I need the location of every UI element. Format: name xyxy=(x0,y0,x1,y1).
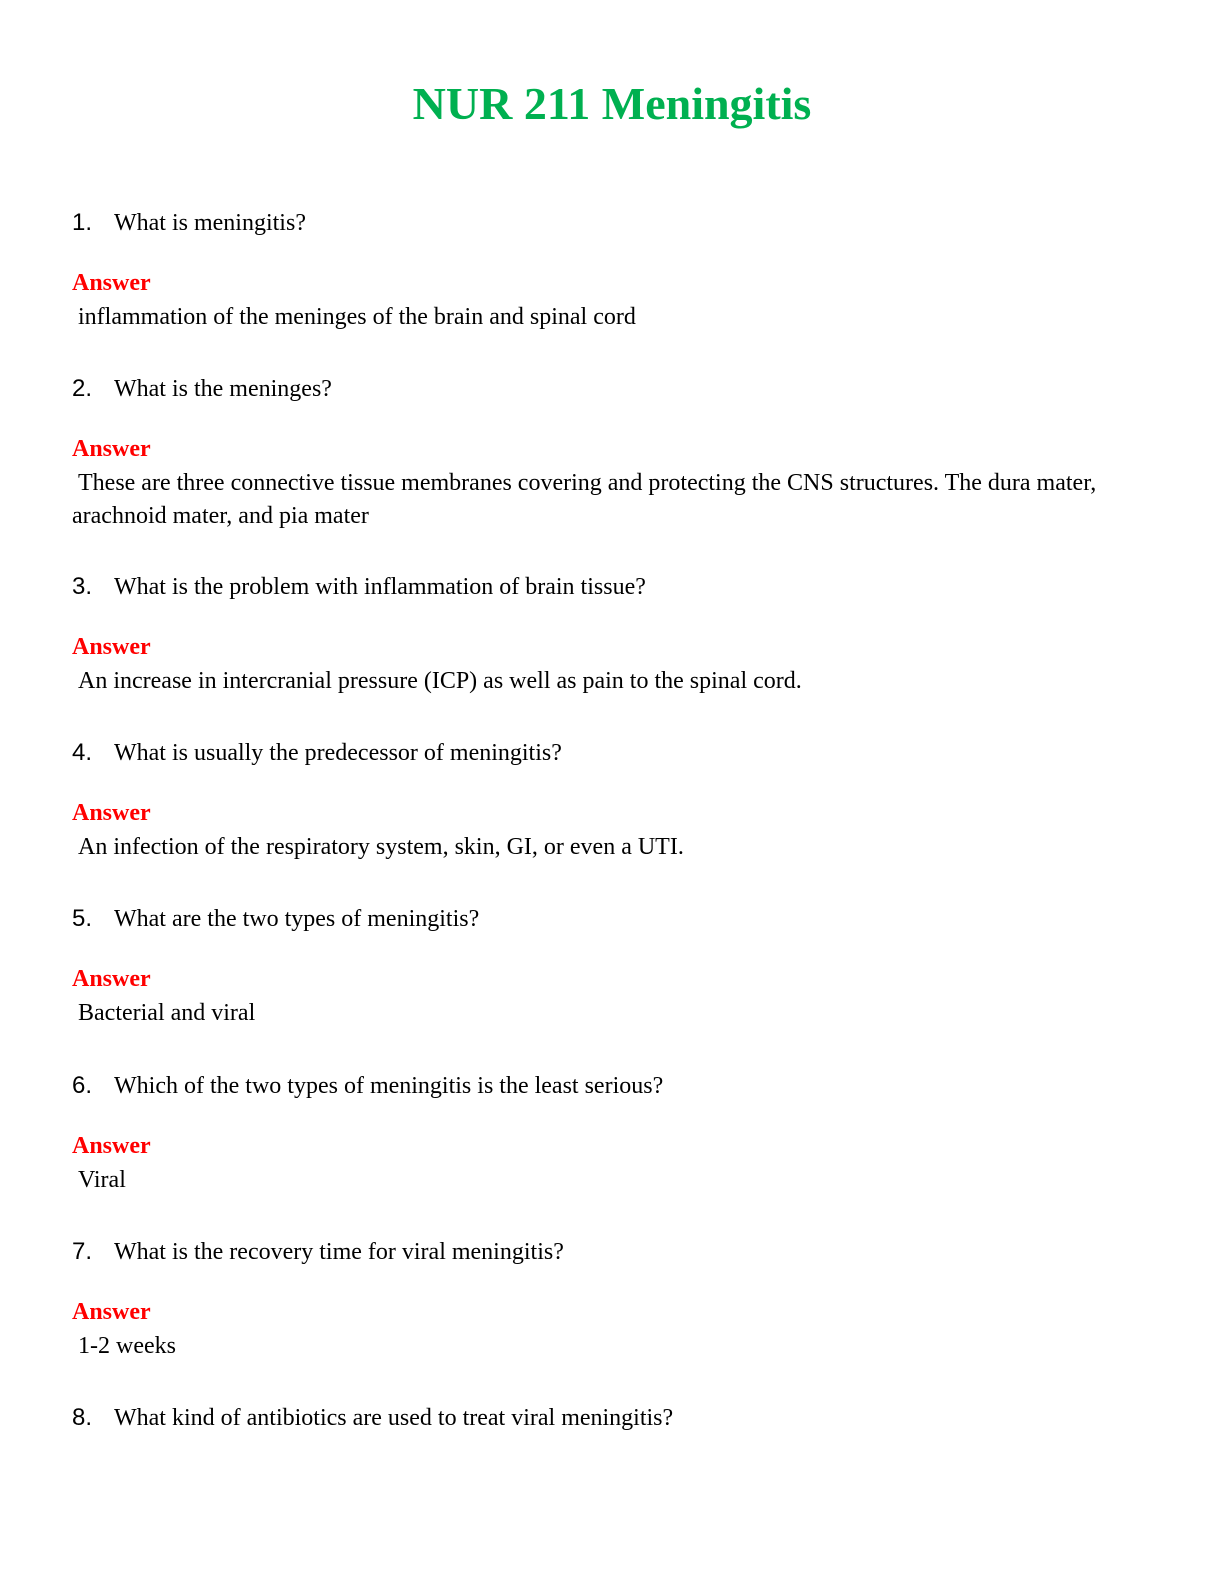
question-number: 2. xyxy=(72,375,93,402)
question-text: What kind of antibiotics are used to treat viral meningitis? xyxy=(114,1405,674,1431)
answer-text: An increase in intercranial pressure (ICP) as well as pain to the spinal cord. xyxy=(72,668,802,694)
answer-label: Answer xyxy=(72,966,151,992)
answer-text: An infection of the respiratory system, skin, GI, or even a UTI. xyxy=(72,834,684,860)
question-number: 1. xyxy=(72,209,93,236)
question-8 xyxy=(72,1401,673,1435)
question-7 xyxy=(72,1235,564,1269)
question-4 xyxy=(72,736,562,770)
answer-text: Bacterial and viral xyxy=(72,1000,256,1026)
question-text: What is meningitis? xyxy=(114,210,306,236)
question-1 xyxy=(72,206,306,240)
answer-text: These are three connective tissue membranes covering and protecting the CNS structures. The dura mater, arachnoid mater, and pia mater xyxy=(72,470,1103,529)
question-text: What is the recovery time for viral meningitis? xyxy=(114,1239,564,1265)
question-text: Which of the two types of meningitis is the least serious? xyxy=(114,1073,664,1099)
answer-label: Answer xyxy=(72,634,151,660)
question-3 xyxy=(72,570,646,604)
answer-text: inflammation of the meninges of the brain and spinal cord xyxy=(72,304,636,330)
question-text: What is the meninges? xyxy=(114,376,332,402)
answer-label: Answer xyxy=(72,270,151,296)
question-text: What is usually the predecessor of meningitis? xyxy=(114,740,562,766)
question-5 xyxy=(72,902,479,936)
answer-label: Answer xyxy=(72,1299,151,1325)
question-number: 7. xyxy=(72,1238,93,1265)
page-title: NUR 211 Meningitis xyxy=(412,78,812,129)
answer-text: 1-2 weeks xyxy=(72,1333,176,1359)
question-number: 5. xyxy=(72,905,93,932)
question-6 xyxy=(72,1069,663,1103)
answer-label: Answer xyxy=(72,800,151,826)
question-2 xyxy=(72,372,332,406)
answer-label: Answer xyxy=(72,436,151,462)
question-number: 8. xyxy=(72,1404,93,1431)
question-text: What are the two types of meningitis? xyxy=(114,906,480,932)
question-number: 3. xyxy=(72,573,93,600)
question-number: 6. xyxy=(72,1072,93,1099)
question-number: 4. xyxy=(72,739,93,766)
answer-label: Answer xyxy=(72,1133,151,1159)
answer-text: Viral xyxy=(72,1167,126,1193)
question-text: What is the problem with inflammation of brain tissue? xyxy=(114,574,646,600)
